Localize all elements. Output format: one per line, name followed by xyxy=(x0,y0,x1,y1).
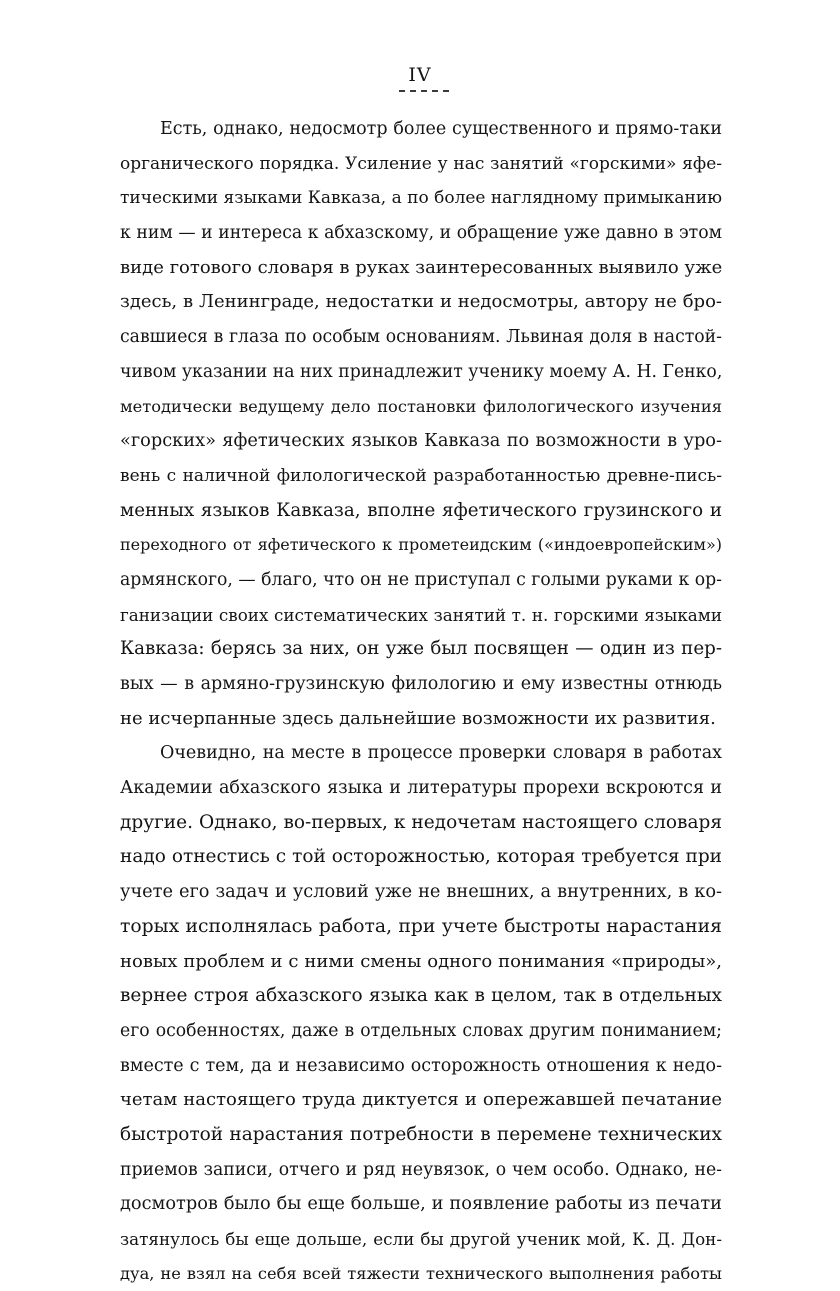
text-line: органического порядка. Усиление у нас занятий «горскими» яфе- xyxy=(120,153,722,174)
text-line: армянского, — благо, что он не приступал с голыми руками к ор- xyxy=(120,569,722,590)
text-line: дуа, не взял на себя всей тяжести технического выполнения работы xyxy=(120,1263,722,1283)
text-line: надо отнестись с той осторожностью, которая требуется при xyxy=(120,846,722,868)
text-line: ганизации своих систематических занятий т. н. горскими языками xyxy=(120,604,722,625)
text-line: Кавказа: берясь за них, он уже был посвящен — один из пер- xyxy=(120,638,722,660)
text-line: Очевидно, на месте в процессе проверки словаря в работах xyxy=(160,743,722,764)
text-line: Академии абхазского языка и литературы прорехи вскроются и xyxy=(120,778,722,799)
body-text xyxy=(120,112,722,1291)
text-line: вернее строя абхазского языка как в целом, так в отдельных xyxy=(120,985,722,1007)
text-line: виде готового словаря в руках заинтересованных выявило уже xyxy=(120,256,723,278)
text-line: Есть, однако, недосмотр более существенного и прямо-таки xyxy=(160,119,722,139)
text-line: «горских» яфетических языков Кавказа по возможности в уро- xyxy=(120,431,722,452)
text-line: новых проблем и с ними смены одного понимания «природы», xyxy=(120,950,722,972)
text-line: вых — в армяно-грузинскую филологию и ему известны отнюдь xyxy=(120,674,722,694)
page-number: IV xyxy=(408,64,432,86)
text-line: методически ведущему дело постановки филологического изучения xyxy=(120,396,722,416)
text-line: не исчерпанные здесь дальнейшие возможности их развития. xyxy=(120,707,716,729)
text-line: тическими языками Кавказа, а по более наглядному примыканию xyxy=(120,188,722,209)
text-line: вень с наличной филологической разработанностью древне-пись- xyxy=(120,465,722,486)
text-line: к ним — и интереса к абхазскому, и обращение уже давно в этом xyxy=(120,223,722,244)
text-line: менных языков Кавказа, вполне яфетического грузинского и xyxy=(120,499,722,521)
text-line: переходного от яфетического к прометеидским («индоевропейским») xyxy=(120,535,722,555)
text-line: другие. Однако, во-первых, к недочетам настоящего словаря xyxy=(120,811,722,833)
text-line: досмотров было бы еще больше, и появление работы из печати xyxy=(120,1194,722,1215)
text-line: приемов записи, отчего и ряд неувязок, о чем особо. Однако, не- xyxy=(120,1159,722,1180)
text-line: вместе с тем, да и независимо осторожность отношения к недо- xyxy=(120,1055,722,1076)
paragraph-1 xyxy=(120,112,722,736)
text-line: торых исполнялась работа, при учете быстроты нарастания xyxy=(120,915,722,937)
text-line: быстротой нарастания потребности в перемене технических xyxy=(120,1123,722,1145)
paragraph-2 xyxy=(120,736,722,1291)
header-rule xyxy=(399,90,449,92)
text-line: учете его задач и условий уже не внешних, а внутренних, в ко- xyxy=(120,882,722,903)
text-line: его особенностях, даже в отдельных словах другим пониманием; xyxy=(120,1020,722,1041)
text-line: затянулось бы еще дольше, если бы другой ученик мой, К. Д. Дон- xyxy=(120,1229,722,1249)
text-line: чивом указании на них принадлежит ученику моему А. Н. Генко, xyxy=(120,361,723,382)
text-line: четам настоящего труда диктуется и опережавшей печатание xyxy=(120,1089,722,1111)
text-line: здесь, в Ленинграде, недостатки и недосмотры, автору не бро- xyxy=(120,291,722,313)
text-line: савшиеся в глаза по особым основаниям. Львиная доля в настой- xyxy=(120,327,722,348)
